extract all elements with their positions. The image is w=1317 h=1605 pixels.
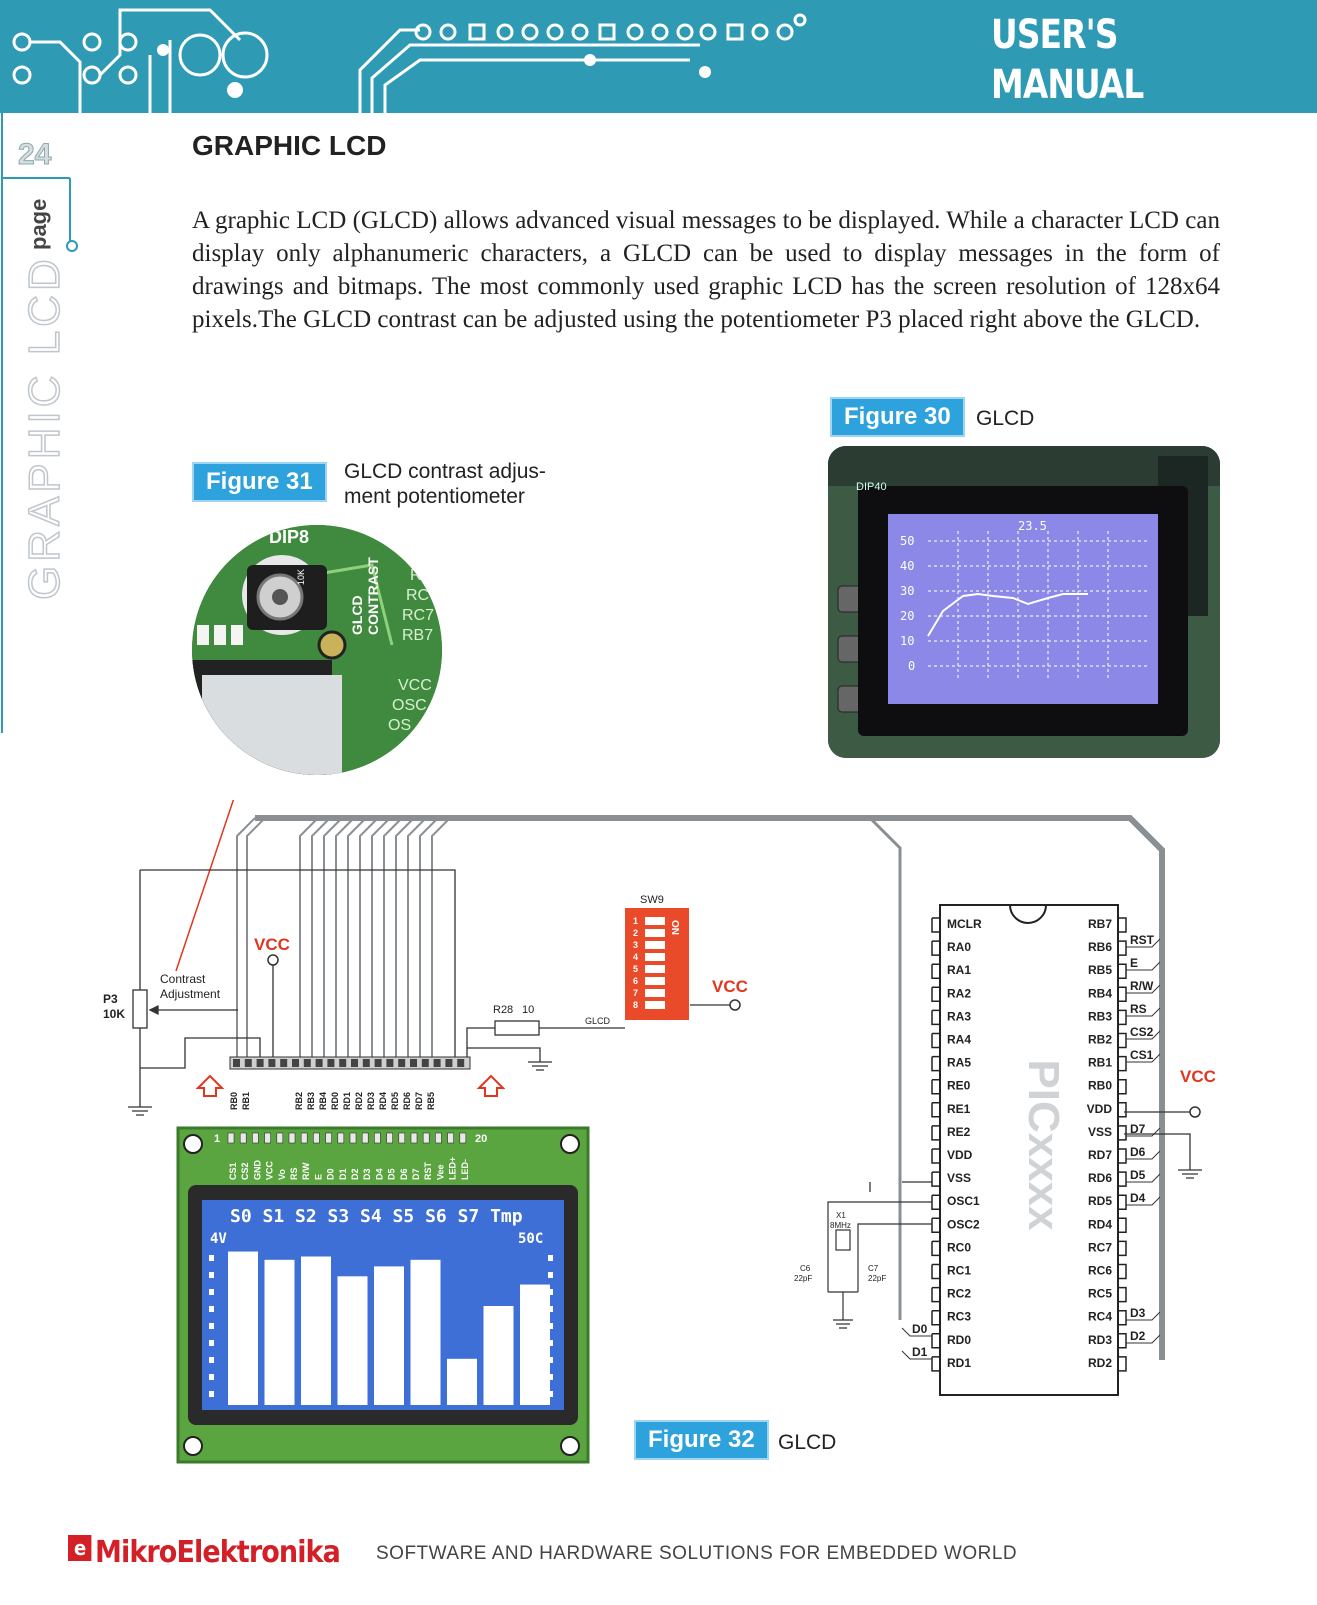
- connector-pin-label: RB2: [294, 1091, 304, 1110]
- module-pin: [338, 1133, 344, 1143]
- c6-value: 22pF: [794, 1274, 813, 1283]
- module-pin-label: LED-: [459, 1159, 470, 1180]
- mcu-pin: [1118, 1288, 1126, 1302]
- arrow-up-icon: [198, 1076, 222, 1096]
- mcu-pin: [1118, 1103, 1126, 1117]
- figure-31-caption: [344, 459, 546, 509]
- connector-pin: [339, 1059, 346, 1067]
- lcd-tick: [548, 1306, 553, 1312]
- mcu-pin-label: RD3: [1087, 1332, 1112, 1347]
- mcu-pin: [1118, 1034, 1126, 1048]
- sw-pos-1: 1: [633, 916, 639, 926]
- mcu-pin-label: RC4: [1087, 1309, 1112, 1324]
- mcu-pin-label: RA5: [947, 1055, 972, 1070]
- module-pin: [289, 1133, 295, 1143]
- lcd-bar: [520, 1285, 550, 1405]
- mcu-pin-label: RB2: [1087, 1032, 1112, 1047]
- mcu-pin-label: RB6: [1087, 940, 1112, 955]
- mcu-pin: [932, 1218, 940, 1232]
- module-pin-label: Vee: [435, 1164, 446, 1180]
- lcd-bar: [338, 1276, 368, 1405]
- mcu-pin: [1118, 1241, 1126, 1255]
- pot-name: P3: [103, 992, 118, 1006]
- lcd-tick: [209, 1323, 214, 1329]
- mcu-pin-label: RA1: [947, 963, 972, 978]
- module-pin: [448, 1133, 454, 1143]
- sw-pos-3: 3: [633, 940, 639, 950]
- connector-pin-label: RD7: [414, 1091, 424, 1110]
- connector-pin: [351, 1059, 358, 1067]
- module-pin: [423, 1133, 429, 1143]
- c6-name: C6: [800, 1264, 811, 1273]
- vcc-label-switch: VCC: [712, 977, 748, 996]
- sw-pos-5: 5: [633, 964, 639, 974]
- module-pin: [387, 1133, 393, 1143]
- connector-pin: [410, 1059, 417, 1067]
- sw-pos-8: 8: [633, 1000, 639, 1010]
- mcu-pin: [932, 1265, 940, 1279]
- y-tick-0: 0: [908, 659, 916, 673]
- connector-pin-label: RB4: [318, 1091, 328, 1110]
- lcd-tick: [548, 1391, 553, 1397]
- mcu-pin-label: RC1: [947, 1263, 972, 1278]
- net-label: D2: [1130, 1329, 1146, 1343]
- c7-name: C7: [868, 1264, 879, 1273]
- net-label: D7: [1130, 1122, 1146, 1136]
- manual-title-line2: MANUAL: [991, 62, 1144, 108]
- mcu-pin: [1118, 1311, 1126, 1325]
- module-pin-label: D7: [411, 1168, 421, 1180]
- mcu-pin: [932, 1010, 940, 1024]
- mcu-pin-label: RD2: [1087, 1355, 1112, 1370]
- label-contrast: CONTRAST: [365, 557, 381, 635]
- glcd-net-label: GLCD: [585, 1016, 611, 1026]
- mcu-pin: [932, 1288, 940, 1302]
- potentiometer-photo-illustration: [192, 525, 442, 775]
- module-pin-count: 20: [475, 1133, 488, 1145]
- connector-pin: [434, 1059, 441, 1067]
- lcd-bar: [374, 1266, 404, 1405]
- vcc-label-lcd: VCC: [254, 935, 290, 954]
- net-label: RST: [1130, 933, 1154, 947]
- mcu-pin-label: RB4: [1087, 986, 1112, 1001]
- mcu-pin: [932, 987, 940, 1001]
- module-pin-label: E: [313, 1173, 324, 1180]
- mcu-pin: [1118, 1057, 1126, 1071]
- connector-pin-label: RB0: [229, 1091, 239, 1110]
- lcd-tick: [548, 1255, 553, 1261]
- connector-pin-label: RD3: [366, 1091, 376, 1110]
- mcu-pin: [1118, 1149, 1126, 1163]
- mcu-pin: [932, 1103, 940, 1117]
- mcu-pin-label: RA4: [947, 1032, 972, 1047]
- mcu-pin-label: VDD: [1086, 1101, 1112, 1116]
- lcd-tick: [209, 1255, 214, 1261]
- manual-title: [991, 10, 1143, 110]
- mcu-pin: [932, 1195, 940, 1209]
- page-number: 24: [18, 138, 52, 171]
- footer-logo-text: MikroElektronika: [95, 1535, 340, 1570]
- figure-31-caption-line1: GLCD contrast adjus-: [344, 460, 546, 483]
- mcu-pin: [932, 1334, 940, 1348]
- board-label-dip40: DIP40: [856, 481, 887, 493]
- mcu-pin: [932, 1241, 940, 1255]
- module-pin: [362, 1133, 368, 1143]
- mcu-pin-label: RE1: [947, 1101, 971, 1116]
- mcu-pin: [1118, 941, 1126, 955]
- module-pin: [435, 1133, 441, 1143]
- footer-tagline: SOFTWARE AND HARDWARE SOLUTIONS FOR EMBEDDED WORLD: [376, 1543, 1018, 1564]
- mcu-pin: [932, 918, 940, 932]
- module-pin: [460, 1133, 466, 1143]
- manual-title-line1: USER'S: [991, 12, 1118, 58]
- label-dip8: DIP8: [269, 527, 310, 547]
- connector-pin: [422, 1059, 429, 1067]
- section-side-title: GRAPHIC LCD: [20, 255, 69, 600]
- c7-value: 22pF: [868, 1274, 887, 1283]
- page-header: [0, 0, 1317, 113]
- module-pin-label: Vo: [276, 1169, 287, 1180]
- net-label: D6: [1130, 1145, 1146, 1159]
- lcd-tick: [209, 1374, 214, 1380]
- mcu-pin: [932, 1080, 940, 1094]
- mcu-pin: [1118, 1357, 1126, 1371]
- mcu-pin: [1118, 1195, 1126, 1209]
- module-pin: [313, 1133, 319, 1143]
- mcu-pin-label: RC3: [947, 1309, 972, 1324]
- mcu-pin-label: RB7: [1087, 917, 1112, 931]
- mcu-pin-label: RA2: [947, 986, 972, 1001]
- connector-pin: [375, 1059, 382, 1067]
- lcd-right-label: 50C: [518, 1231, 544, 1247]
- connector-pin: [257, 1059, 264, 1067]
- module-pin-one: 1: [214, 1133, 221, 1145]
- sw-pos-6: 6: [633, 976, 639, 986]
- glcd-schematic: [0, 800, 1317, 1480]
- mcu-pin-label: RE0: [947, 1078, 971, 1093]
- connector-pin: [268, 1059, 275, 1067]
- mcu-pin: [932, 1034, 940, 1048]
- connector-pin: [316, 1059, 323, 1067]
- mcu-pin-label: RC0: [947, 1240, 972, 1255]
- module-pin-label: R/W: [301, 1162, 312, 1180]
- mcu-pin: [932, 964, 940, 978]
- mcu-pin-label: RC5: [1087, 1286, 1112, 1301]
- lcd-tick: [209, 1357, 214, 1363]
- mcu-pin: [1118, 1172, 1126, 1186]
- mcu-pin-label: RD7: [1087, 1148, 1112, 1162]
- lcd-tick: [548, 1289, 553, 1295]
- page-title: GRAPHIC LCD: [192, 130, 387, 161]
- mcu-pin-label: RA3: [947, 1009, 972, 1024]
- net-label: E: [1130, 956, 1139, 970]
- mcu-pin-label: RB5: [1087, 963, 1112, 978]
- lcd-tick: [548, 1340, 553, 1346]
- glcd-photo-illustration: [828, 446, 1220, 758]
- crystal-value: 8MHz: [830, 1221, 851, 1230]
- lcd-bar: [301, 1257, 331, 1406]
- module-pin-label: GND: [252, 1160, 263, 1180]
- mcu-pin: [1118, 1080, 1126, 1094]
- y-tick-10: 10: [900, 634, 915, 648]
- figure-32-caption: GLCD: [778, 1431, 837, 1454]
- connector-pin: [386, 1059, 393, 1067]
- mcu-pin-label: RD5: [1087, 1194, 1112, 1209]
- mcu-pin-label: RD4: [1087, 1217, 1112, 1232]
- edge-label-1: RC: [410, 567, 434, 584]
- label-glcd: GLCD: [349, 595, 365, 635]
- module-pin-label: D2: [350, 1168, 360, 1180]
- module-pin: [228, 1133, 234, 1143]
- mcu-pin: [932, 1149, 940, 1163]
- y-tick-50: 50: [900, 534, 915, 548]
- intro-paragraph: A graphic LCD (GLCD) allows advanced visual messages to be displayed. While a character LCD can display only alphanumeric characters, a GLCD can be used to display messages in the form of drawings and bitmaps. The most commonly used graphic LCD has the screen resolution of 128x64 pixels.The GLCD contrast can be adjusted using the potentiometer P3 placed right above the GLCD.: [192, 207, 1220, 333]
- connector-pin: [280, 1059, 287, 1067]
- mcu-pin-label: RD0: [947, 1332, 972, 1347]
- figure-30-caption: GLCD: [976, 407, 1035, 430]
- y-tick-30: 30: [900, 584, 915, 598]
- y-tick-20: 20: [900, 609, 915, 623]
- edge-label-3: RC7: [402, 607, 435, 624]
- net-label: D3: [1130, 1306, 1146, 1320]
- mcu-pin-label: RC6: [1087, 1263, 1112, 1278]
- page-word: page: [26, 198, 51, 250]
- module-pin-label: CS2: [240, 1162, 251, 1180]
- pot-label-2: Adjustment: [160, 987, 221, 1001]
- net-label: D4: [1130, 1191, 1146, 1205]
- mcu-pin-label: RA0: [947, 940, 972, 955]
- figure-31-photo: [192, 525, 442, 775]
- lcd-tick: [209, 1289, 214, 1295]
- module-pin: [277, 1133, 283, 1143]
- mcu-pin: [932, 941, 940, 955]
- module-pin-label: D0: [325, 1168, 336, 1180]
- mcu-pin-label: OSC2: [947, 1217, 980, 1232]
- lcd-bar: [411, 1260, 441, 1405]
- module-pin: [399, 1133, 405, 1143]
- lcd-tick: [548, 1272, 553, 1278]
- crystal-name: X1: [836, 1211, 846, 1220]
- edge-label-6: OSC: [392, 697, 427, 714]
- connector-pin: [233, 1059, 240, 1067]
- pot-label-1: Contrast: [160, 972, 206, 986]
- resistor-value: 10: [522, 1004, 535, 1016]
- mcu-pin: [1118, 987, 1126, 1001]
- net-label: R/W: [1130, 979, 1154, 993]
- mcu-pin: [1118, 1334, 1126, 1348]
- connector-pin: [304, 1059, 311, 1067]
- net-label: CS2: [1130, 1025, 1154, 1039]
- lcd-left-label: 4V: [210, 1231, 227, 1247]
- footer-logo: [68, 1535, 340, 1570]
- mcu-pin: [1118, 918, 1126, 932]
- lcd-bar: [228, 1252, 258, 1405]
- resistor-name: R28: [493, 1004, 514, 1016]
- sw-on-label: ON: [669, 920, 680, 935]
- figure-32-tag: Figure 32: [634, 1420, 769, 1460]
- connector-pin: [327, 1059, 334, 1067]
- edge-label-7: OS: [388, 717, 412, 734]
- lcd-tick: [209, 1340, 214, 1346]
- module-pin: [240, 1133, 246, 1143]
- module-pin: [350, 1133, 356, 1143]
- mcu-pin-label: RC2: [947, 1286, 972, 1301]
- connector-pin: [363, 1059, 370, 1067]
- module-pin-label: LED+: [447, 1156, 458, 1180]
- mcu-pin: [1118, 1010, 1126, 1024]
- figure-31-tag: Figure 31: [192, 462, 327, 502]
- sw-pos-4: 4: [633, 952, 639, 962]
- connector-pin: [445, 1059, 452, 1067]
- mcu-pin-label: MCLR: [947, 917, 982, 931]
- lcd-header-text: S0 S1 S2 S3 S4 S5 S6 S7 Tmp: [230, 1206, 523, 1227]
- net-label: D1: [912, 1345, 928, 1359]
- connector-pin: [292, 1059, 299, 1067]
- module-pin-label: D3: [362, 1168, 373, 1180]
- module-pin: [265, 1133, 271, 1143]
- mcu-pin-label: VSS: [1087, 1124, 1112, 1139]
- figure-31-caption-line2: ment potentiometer: [344, 485, 525, 508]
- connector-pin-label: RD1: [342, 1091, 352, 1110]
- connector-pin-label: RB1: [241, 1091, 251, 1110]
- mcu-pin: [1118, 964, 1126, 978]
- sw-pos-2: 2: [633, 928, 639, 938]
- connector-pin-label: RD2: [354, 1091, 364, 1110]
- lcd-bar: [447, 1359, 477, 1405]
- mcu-pin: [932, 1126, 940, 1140]
- pot-value: 10K: [103, 1007, 126, 1021]
- connector-pin: [457, 1059, 464, 1067]
- lcd-tick: [209, 1391, 214, 1397]
- mcu-pin: [1118, 1218, 1126, 1232]
- vcc-label-mcu: VCC: [1180, 1067, 1216, 1086]
- net-label: D5: [1130, 1168, 1146, 1182]
- lcd-tick: [209, 1272, 214, 1278]
- mcu-pin-label: RB1: [1087, 1055, 1112, 1070]
- lcd-tick: [209, 1306, 214, 1312]
- module-pin: [252, 1133, 258, 1143]
- module-pin-label: D6: [398, 1168, 409, 1180]
- mcu-pin: [932, 1172, 940, 1186]
- module-pin: [374, 1133, 380, 1143]
- mcu-pin-label: VDD: [947, 1148, 973, 1162]
- module-pin: [326, 1133, 332, 1143]
- connector-pin-label: RB3: [306, 1091, 316, 1110]
- label-pot-value: 10K: [296, 568, 306, 585]
- mcu-pin: [932, 1057, 940, 1071]
- figure-30-photo: [828, 446, 1220, 758]
- switch-name: SW9: [640, 894, 664, 906]
- module-pin: [411, 1133, 417, 1143]
- lcd-tick: [548, 1357, 553, 1363]
- net-label: D0: [912, 1322, 928, 1336]
- mcu-pin-label: RC7: [1087, 1240, 1112, 1255]
- connector-pin-label: RD5: [390, 1091, 400, 1110]
- screen-title: 23.5: [1018, 519, 1047, 533]
- edge-label-2: RC: [406, 587, 430, 604]
- module-pin: [301, 1133, 307, 1143]
- module-pin-label: D4: [374, 1168, 385, 1180]
- connector-pin-label: RD0: [330, 1091, 340, 1110]
- mcu-pin: [932, 1311, 940, 1325]
- connector-pin-label: RD6: [402, 1091, 412, 1110]
- mcu-pin-label: OSC1: [947, 1194, 980, 1209]
- logo-mark-icon: e: [68, 1535, 91, 1561]
- mcu-pin-label: RE2: [947, 1124, 971, 1139]
- module-pin-label: RS: [289, 1167, 299, 1180]
- mcu-pin: [1118, 1126, 1126, 1140]
- module-pin-label: D5: [386, 1168, 397, 1180]
- connector-pin: [398, 1059, 405, 1067]
- mcu-pin-label: VSS: [947, 1171, 972, 1186]
- module-pin-label: D1: [337, 1168, 348, 1180]
- mcu-pin-label: RB0: [1087, 1078, 1112, 1093]
- lcd-bar: [484, 1306, 514, 1405]
- arrow-up-icon: [479, 1076, 503, 1096]
- figure-30-tag: Figure 30: [830, 397, 965, 437]
- y-tick-40: 40: [900, 559, 915, 573]
- mcu-name: PICxxxx: [1019, 1059, 1068, 1231]
- module-pin-label: CS1: [228, 1162, 238, 1180]
- net-label: CS1: [1130, 1048, 1154, 1062]
- mcu-pin: [932, 1357, 940, 1371]
- connector-pin-label: RB5: [426, 1091, 436, 1110]
- edge-label-5: VCC: [398, 677, 432, 694]
- net-label: RS: [1130, 1002, 1147, 1016]
- edge-label-4: RB7: [402, 627, 434, 644]
- connector-pin-label: RD4: [378, 1091, 388, 1110]
- lcd-tick: [548, 1374, 553, 1380]
- lcd-bar: [265, 1260, 295, 1405]
- lcd-tick: [548, 1323, 553, 1329]
- connector-pin: [245, 1059, 252, 1067]
- module-pin-label: RST: [423, 1162, 434, 1180]
- mcu-pin-label: RD1: [947, 1355, 972, 1370]
- mcu-pin-label: RB3: [1087, 1009, 1112, 1024]
- mcu-pin-label: RD6: [1087, 1171, 1112, 1186]
- module-pin-label: VCC: [264, 1160, 275, 1180]
- mcu-pin: [1118, 1265, 1126, 1279]
- sw-pos-7: 7: [633, 988, 639, 998]
